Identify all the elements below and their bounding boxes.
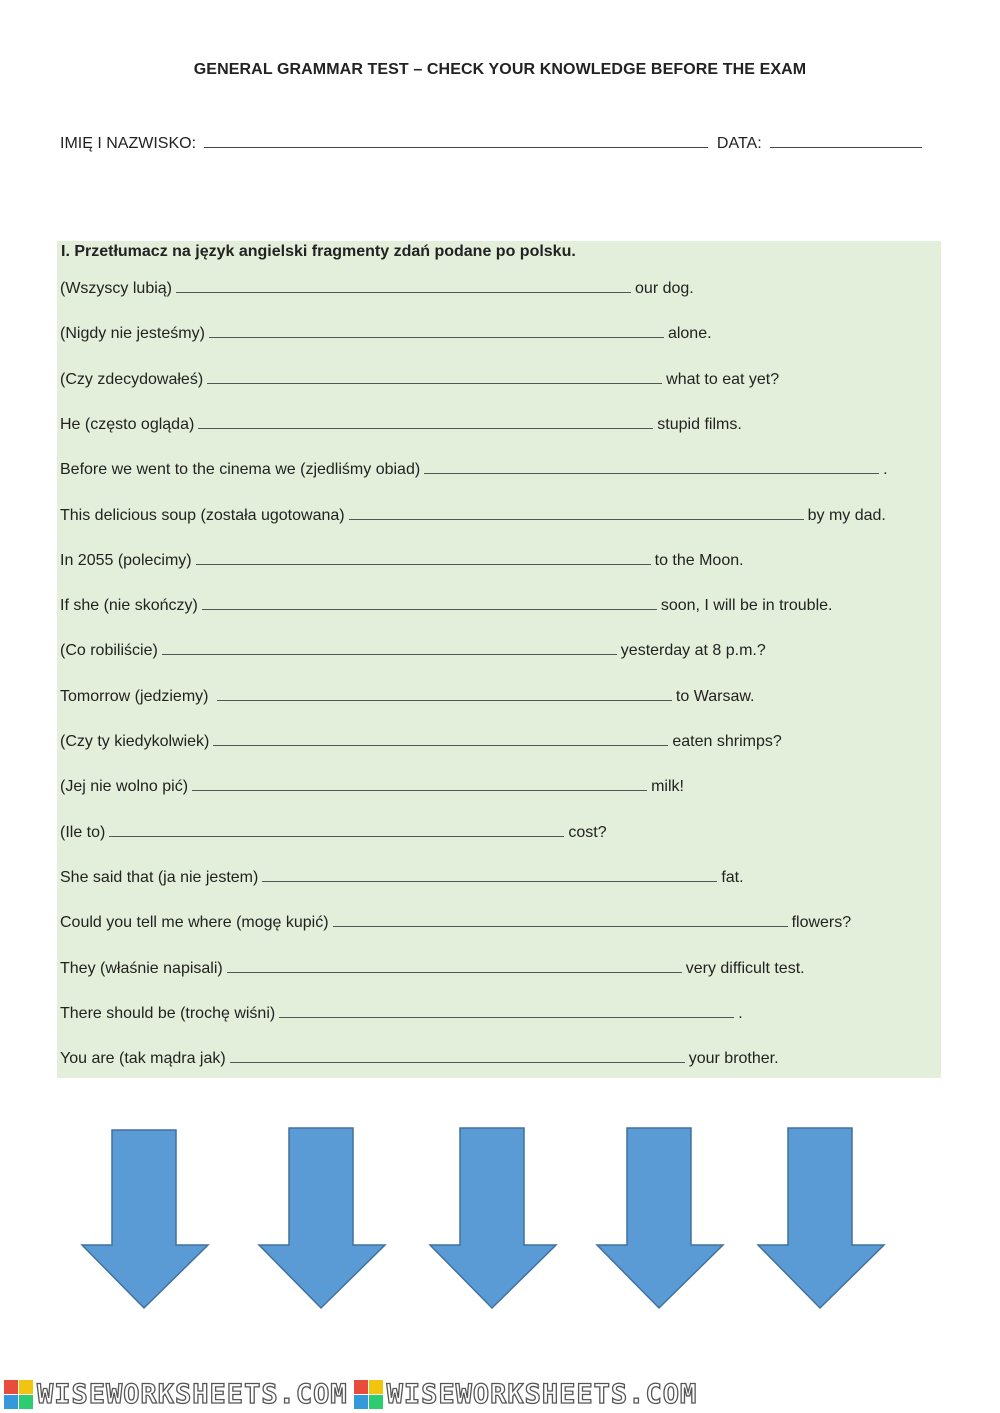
arrow-row	[0, 1125, 1000, 1315]
answer-blank[interactable]	[424, 460, 879, 474]
prompt-text: Could you tell me where (mogę kupić)	[60, 914, 329, 932]
answer-blank[interactable]	[279, 1004, 734, 1018]
continuation-text: soon, I will be in trouble.	[660, 597, 833, 615]
watermark-footer	[0, 1375, 1000, 1413]
answer-blank[interactable]	[349, 506, 804, 520]
prompt-text: If she (nie skończy)	[60, 597, 198, 615]
answer-blank[interactable]	[217, 687, 672, 701]
test-title: GENERAL GRAMMAR TEST – CHECK YOUR KNOWLEDGE BEFORE THE EXAM	[193, 61, 807, 78]
continuation-text: fat.	[721, 868, 744, 886]
date-label: DATA:	[716, 135, 762, 152]
continuation-text: what to eat yet?	[666, 370, 780, 388]
exercise-item	[60, 596, 832, 615]
prompt-text: (Czy zdecydowałeś)	[60, 370, 204, 388]
prompt-text: (Czy ty kiedykolwiek)	[60, 733, 210, 750]
prompt-text: This delicious soup (została ugotowana)	[60, 506, 345, 524]
answer-blank[interactable]	[192, 777, 647, 791]
exercise-item	[60, 1004, 743, 1023]
exercise-item	[60, 732, 782, 751]
continuation-text: .	[738, 1004, 743, 1022]
exercise-heading: I. Przetłumacz na język angielski fragmenty zdań podane po polsku.	[61, 243, 576, 260]
name-label: IMIĘ I NAZWISKO:	[60, 135, 197, 152]
exercise-item	[60, 687, 754, 706]
continuation-text: by my dad.	[807, 506, 886, 524]
prompt-text: (Co robiliście)	[60, 642, 158, 660]
prompt-text: (Jej nie wolno pić)	[60, 778, 189, 796]
exercise-item	[60, 506, 886, 525]
wise-logo-icon	[354, 1380, 383, 1409]
answer-blank[interactable]	[213, 732, 668, 746]
continuation-text: flowers?	[791, 914, 852, 932]
prompt-text: Tomorrow (jedziemy)	[60, 687, 213, 705]
prompt-text: There should be (trochę wiśni)	[60, 1004, 276, 1022]
continuation-text: to Warsaw.	[675, 687, 755, 705]
down-arrow-icon	[756, 1125, 886, 1310]
exercise-item	[60, 868, 744, 887]
answer-blank[interactable]	[162, 641, 617, 655]
student-info-line	[60, 133, 922, 153]
watermark-2	[354, 1379, 698, 1410]
answer-blank[interactable]	[198, 415, 653, 429]
answer-blank[interactable]	[196, 551, 651, 565]
exercise-item	[60, 415, 742, 434]
prompt-text: In 2055 (polecimy)	[60, 551, 192, 569]
continuation-text: yesterday at 8 p.m.?	[620, 642, 766, 660]
prompt-text: (Nigdy nie jesteśmy)	[60, 325, 205, 343]
down-arrow-icon	[257, 1125, 387, 1310]
continuation-text: stupid films.	[657, 415, 742, 433]
exercise-item	[60, 641, 766, 660]
exercise-item	[60, 823, 607, 842]
answer-blank[interactable]	[207, 370, 662, 384]
exercise-item	[60, 959, 805, 978]
down-arrow-icon	[428, 1125, 558, 1310]
continuation-text: your brother.	[688, 1050, 779, 1068]
watermark-1	[4, 1379, 348, 1410]
continuation-text: eaten shrimps?	[672, 733, 782, 750]
exercise-item	[60, 324, 712, 343]
watermark-text: WISEWORKSHEETS.COM	[386, 1378, 698, 1410]
answer-blank[interactable]	[230, 1049, 685, 1063]
translation-exercise	[57, 241, 941, 1078]
answer-blank[interactable]	[176, 279, 631, 293]
prompt-text: They (właśnie napisali)	[60, 959, 223, 977]
continuation-text: very difficult test.	[685, 959, 805, 977]
prompt-text: (Ile to)	[60, 823, 106, 841]
continuation-text: .	[883, 461, 888, 479]
continuation-text: our dog.	[635, 280, 694, 297]
watermark-text: WISEWORKSHEETS.COM	[37, 1378, 348, 1410]
answer-blank[interactable]	[333, 913, 788, 927]
prompt-text: Before we went to the cinema we (zjedliśmy obiad)	[60, 461, 421, 479]
prompt-text: He (często ogląda)	[60, 415, 195, 433]
prompt-text: You are (tak mądra jak)	[60, 1050, 226, 1068]
exercise-item	[60, 1049, 779, 1068]
answer-blank[interactable]	[209, 324, 664, 338]
down-arrow-icon	[595, 1125, 725, 1310]
answer-blank[interactable]	[109, 823, 564, 837]
answer-blank[interactable]	[262, 868, 717, 882]
exercise-item	[60, 551, 744, 570]
down-arrow-icon	[80, 1125, 210, 1310]
name-field[interactable]	[204, 133, 708, 148]
exercise-item	[60, 913, 851, 932]
prompt-text: She said that (ja nie jestem)	[60, 868, 259, 886]
prompt-text: (Wszyscy lubią)	[60, 280, 173, 297]
exercise-item	[60, 370, 779, 389]
continuation-text: to the Moon.	[654, 551, 744, 569]
answer-blank[interactable]	[227, 959, 682, 973]
continuation-text: milk!	[651, 778, 684, 796]
answer-blank[interactable]	[202, 596, 657, 610]
date-field[interactable]	[770, 133, 922, 148]
exercise-item	[60, 460, 888, 479]
exercise-item	[60, 777, 684, 796]
wise-logo-icon	[4, 1380, 33, 1409]
exercise-item	[60, 279, 694, 298]
continuation-text: cost?	[568, 823, 607, 841]
continuation-text: alone.	[667, 325, 712, 343]
